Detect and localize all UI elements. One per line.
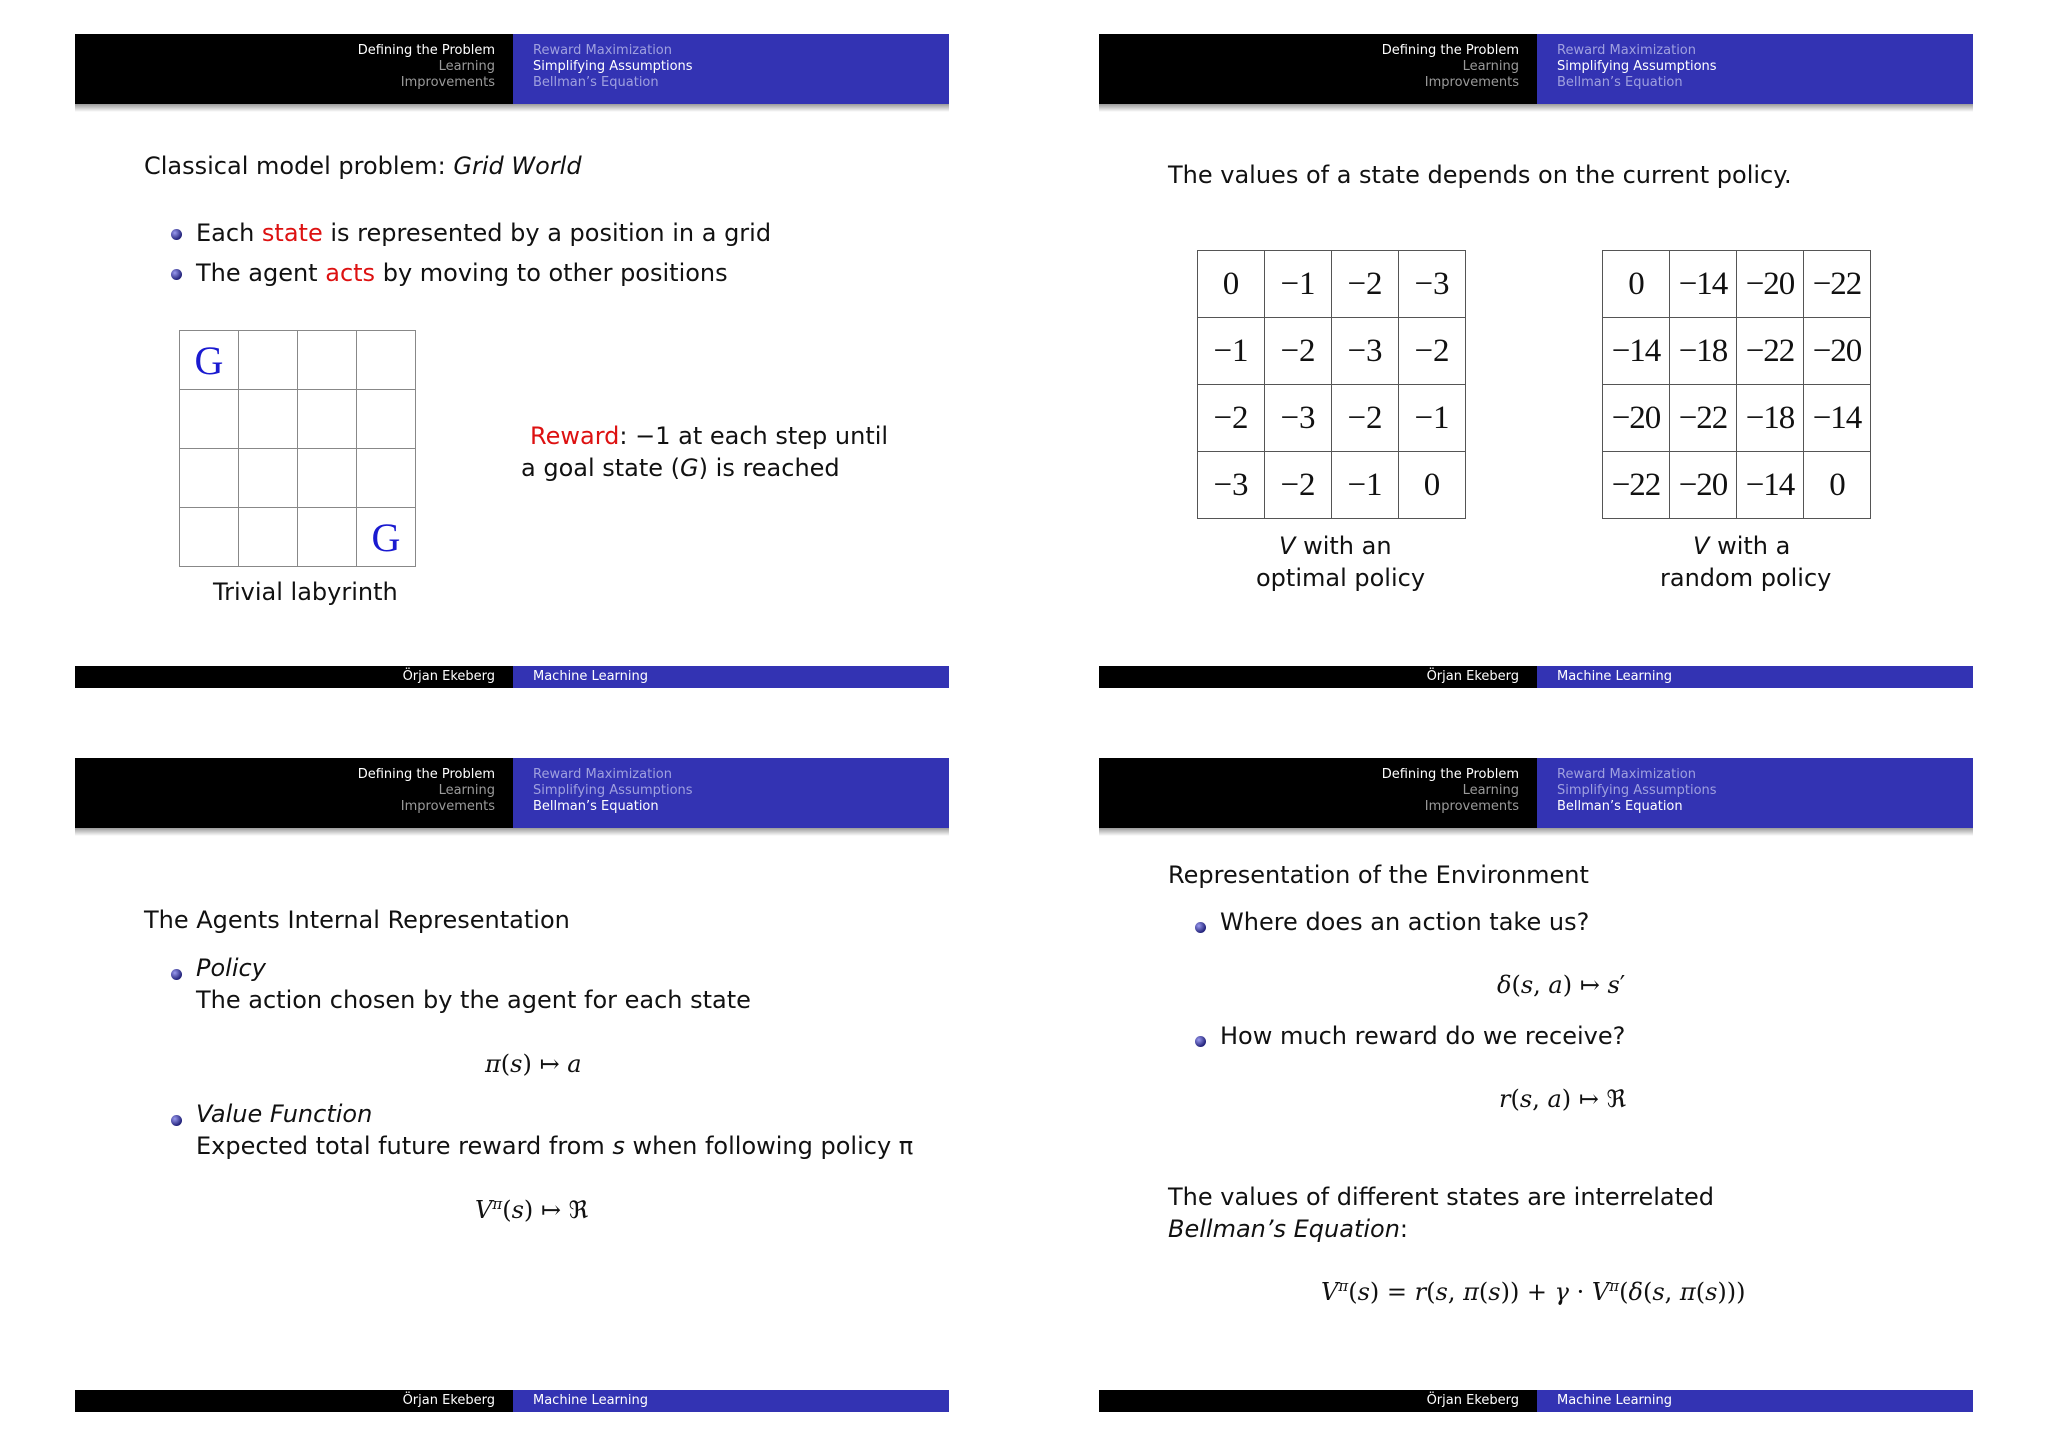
reward-text-line2: a goal state (G) is reached — [521, 454, 840, 482]
bullet-icon — [1195, 1036, 1206, 1047]
value-table-optimal — [1197, 250, 1466, 519]
nav-reward-maximization[interactable]: Reward Maximization — [533, 43, 673, 58]
value-cell: 0 — [1804, 452, 1871, 519]
footer-author: Örjan Ekeberg — [1426, 1393, 1519, 1408]
slide-header — [1099, 758, 1973, 828]
grid-cell — [298, 449, 357, 508]
grid-cell — [239, 331, 298, 390]
value-cell: 0 — [1198, 251, 1265, 318]
slide-title: Classical model problem: Grid World — [144, 152, 582, 180]
value-cell: 0 — [1399, 452, 1466, 519]
value-cell: −22 — [1670, 385, 1737, 452]
grid-cell: G — [180, 331, 239, 390]
value-cell: −1 — [1399, 385, 1466, 452]
nav-learning[interactable]: Learning — [438, 59, 495, 74]
nav-learning[interactable]: Learning — [438, 783, 495, 798]
value-cell: −22 — [1737, 318, 1804, 385]
bullet-icon — [171, 269, 182, 280]
slide-header — [75, 758, 949, 828]
nav-bellmans-equation[interactable]: Bellman’s Equation — [1557, 799, 1683, 814]
value-cell: −2 — [1198, 385, 1265, 452]
slide-footer — [1099, 1390, 1973, 1412]
slide-title: Representation of the Environment — [1168, 861, 1589, 889]
value-cell: 0 — [1603, 251, 1670, 318]
footer-author: Örjan Ekeberg — [1426, 669, 1519, 684]
value-cell: −20 — [1603, 385, 1670, 452]
header-shadow — [75, 828, 949, 836]
bullet-icon — [171, 1115, 182, 1126]
value-cell: −22 — [1804, 251, 1871, 318]
caption-optimal-line2: optimal policy — [1256, 564, 1426, 592]
value-cell: −1 — [1265, 251, 1332, 318]
grid-cell — [239, 390, 298, 449]
footer-course: Machine Learning — [533, 1393, 648, 1408]
header-shadow — [75, 104, 949, 112]
grid-cell — [180, 508, 239, 567]
value-cell: −20 — [1804, 318, 1871, 385]
header-subsections — [1537, 758, 1973, 828]
nav-defining-problem[interactable]: Defining the Problem — [1381, 43, 1519, 58]
header-subsections — [513, 758, 949, 828]
nav-reward-maximization[interactable]: Reward Maximization — [1557, 767, 1697, 782]
slide-policy-values — [1099, 34, 1973, 690]
nav-defining-problem[interactable]: Defining the Problem — [357, 767, 495, 782]
value-cell: −14 — [1804, 385, 1871, 452]
bellman-label: Bellman’s Equation: — [1168, 1215, 1409, 1243]
footer-course: Machine Learning — [1557, 1393, 1672, 1408]
header-shadow — [1099, 828, 1973, 836]
bellman-equation: $V^\pi(s) = r(s$, $\pi(s)) + \gamma \cdot V^\pi(\delta(s$, π(s))) — [1321, 1277, 1746, 1306]
nav-bellmans-equation[interactable]: Bellman’s Equation — [1557, 75, 1683, 90]
slide-title: The values of a state depends on the current policy. — [1168, 161, 1792, 189]
nav-improvements[interactable]: Improvements — [1424, 75, 1519, 90]
slide-footer — [75, 666, 949, 688]
caption-random-line1: V with a — [1693, 532, 1791, 560]
nav-defining-problem[interactable]: Defining the Problem — [1381, 767, 1519, 782]
caption-random-line2: random policy — [1660, 564, 1832, 592]
bullet-acts: The agent acts by moving to other positions — [196, 259, 728, 287]
grid-cell — [357, 331, 416, 390]
header-sections — [75, 34, 513, 104]
nav-simplifying-assumptions[interactable]: Simplifying Assumptions — [1557, 783, 1717, 798]
nav-defining-problem[interactable]: Defining the Problem — [357, 43, 495, 58]
policy-equation: π(s) ↦ a — [485, 1050, 582, 1078]
grid-cell — [298, 508, 357, 567]
bullet-reward-amount: How much reward do we receive? — [1220, 1022, 1626, 1050]
reward-text-line1: Reward: −1 at each step until — [530, 422, 889, 450]
bullet-icon — [171, 229, 182, 240]
slide-header — [1099, 34, 1973, 104]
value-cell: −14 — [1603, 318, 1670, 385]
bullet-icon — [171, 969, 182, 980]
header-sections — [1099, 34, 1537, 104]
nav-learning[interactable]: Learning — [1462, 783, 1519, 798]
value-cell: −14 — [1670, 251, 1737, 318]
nav-improvements[interactable]: Improvements — [1424, 799, 1519, 814]
slide-environment-representation — [1099, 758, 1973, 1414]
value-cell: −2 — [1265, 318, 1332, 385]
value-cell: −1 — [1332, 452, 1399, 519]
value-cell: −2 — [1332, 251, 1399, 318]
value-cell: −2 — [1265, 452, 1332, 519]
grid-world-labyrinth — [179, 330, 416, 567]
footer-course: Machine Learning — [533, 669, 648, 684]
nav-reward-maximization[interactable]: Reward Maximization — [533, 767, 673, 782]
value-function-heading: Value Function — [196, 1100, 373, 1128]
grid-caption: Trivial labyrinth — [213, 578, 398, 606]
value-function-description: Expected total future reward from s when following policy π — [196, 1132, 914, 1160]
value-cell: −2 — [1332, 385, 1399, 452]
value-cell: −18 — [1670, 318, 1737, 385]
slide-footer — [75, 1390, 949, 1412]
grid-cell — [180, 390, 239, 449]
transition-equation: δ(s, a) ↦ s′ — [1497, 971, 1626, 999]
value-cell: −1 — [1198, 318, 1265, 385]
footer-author: Örjan Ekeberg — [402, 669, 495, 684]
value-cell: −3 — [1332, 318, 1399, 385]
nav-simplifying-assumptions[interactable]: Simplifying Assumptions — [533, 783, 693, 798]
nav-bellmans-equation[interactable]: Bellman’s Equation — [533, 799, 659, 814]
nav-improvements[interactable]: Improvements — [400, 799, 495, 814]
grid-cell — [298, 331, 357, 390]
slide-agent-representation — [75, 758, 949, 1414]
nav-bellmans-equation[interactable]: Bellman’s Equation — [533, 75, 659, 90]
nav-learning[interactable]: Learning — [1462, 59, 1519, 74]
nav-improvements[interactable]: Improvements — [400, 75, 495, 90]
nav-simplifying-assumptions[interactable]: Simplifying Assumptions — [1557, 59, 1717, 74]
header-shadow — [1099, 104, 1973, 112]
header-sections — [1099, 758, 1537, 828]
value-cell: −3 — [1265, 385, 1332, 452]
nav-reward-maximization[interactable]: Reward Maximization — [1557, 43, 1697, 58]
footer-course: Machine Learning — [1557, 669, 1672, 684]
value-cell: −3 — [1198, 452, 1265, 519]
value-cell: −20 — [1737, 251, 1804, 318]
value-cell: −14 — [1737, 452, 1804, 519]
grid-cell: G — [357, 508, 416, 567]
grid-cell — [357, 390, 416, 449]
policy-description: The action chosen by the agent for each state — [196, 986, 751, 1014]
value-cell: −2 — [1399, 318, 1466, 385]
grid-cell — [239, 508, 298, 567]
grid-cell — [239, 449, 298, 508]
caption-optimal-line1: V with an — [1279, 532, 1392, 560]
header-subsections — [513, 34, 949, 104]
value-cell: −20 — [1670, 452, 1737, 519]
value-function-equation: $V^\pi(s)$ ↦ ℜ — [475, 1195, 589, 1224]
grid-cell — [298, 390, 357, 449]
policy-heading: Policy — [196, 954, 266, 982]
header-sections — [75, 758, 513, 828]
interrelated-text: The values of different states are interrelated — [1168, 1183, 1715, 1211]
value-cell: −22 — [1603, 452, 1670, 519]
footer-author: Örjan Ekeberg — [402, 1393, 495, 1408]
nav-simplifying-assumptions[interactable]: Simplifying Assumptions — [533, 59, 693, 74]
reward-equation: r(s, a) ↦ ℜ — [1499, 1085, 1627, 1113]
slide-footer — [1099, 666, 1973, 688]
bullet-action-destination: Where does an action take us? — [1220, 908, 1590, 936]
slide-title: The Agents Internal Representation — [144, 906, 570, 934]
header-subsections — [1537, 34, 1973, 104]
slide-grid-world — [75, 34, 949, 690]
value-cell: −3 — [1399, 251, 1466, 318]
bullet-state: Each state is represented by a position in a grid — [196, 219, 772, 247]
grid-cell — [180, 449, 239, 508]
bullet-icon — [1195, 922, 1206, 933]
grid-cell — [357, 449, 416, 508]
value-cell: −18 — [1737, 385, 1804, 452]
value-table-random — [1602, 250, 1871, 519]
slide-header — [75, 34, 949, 104]
